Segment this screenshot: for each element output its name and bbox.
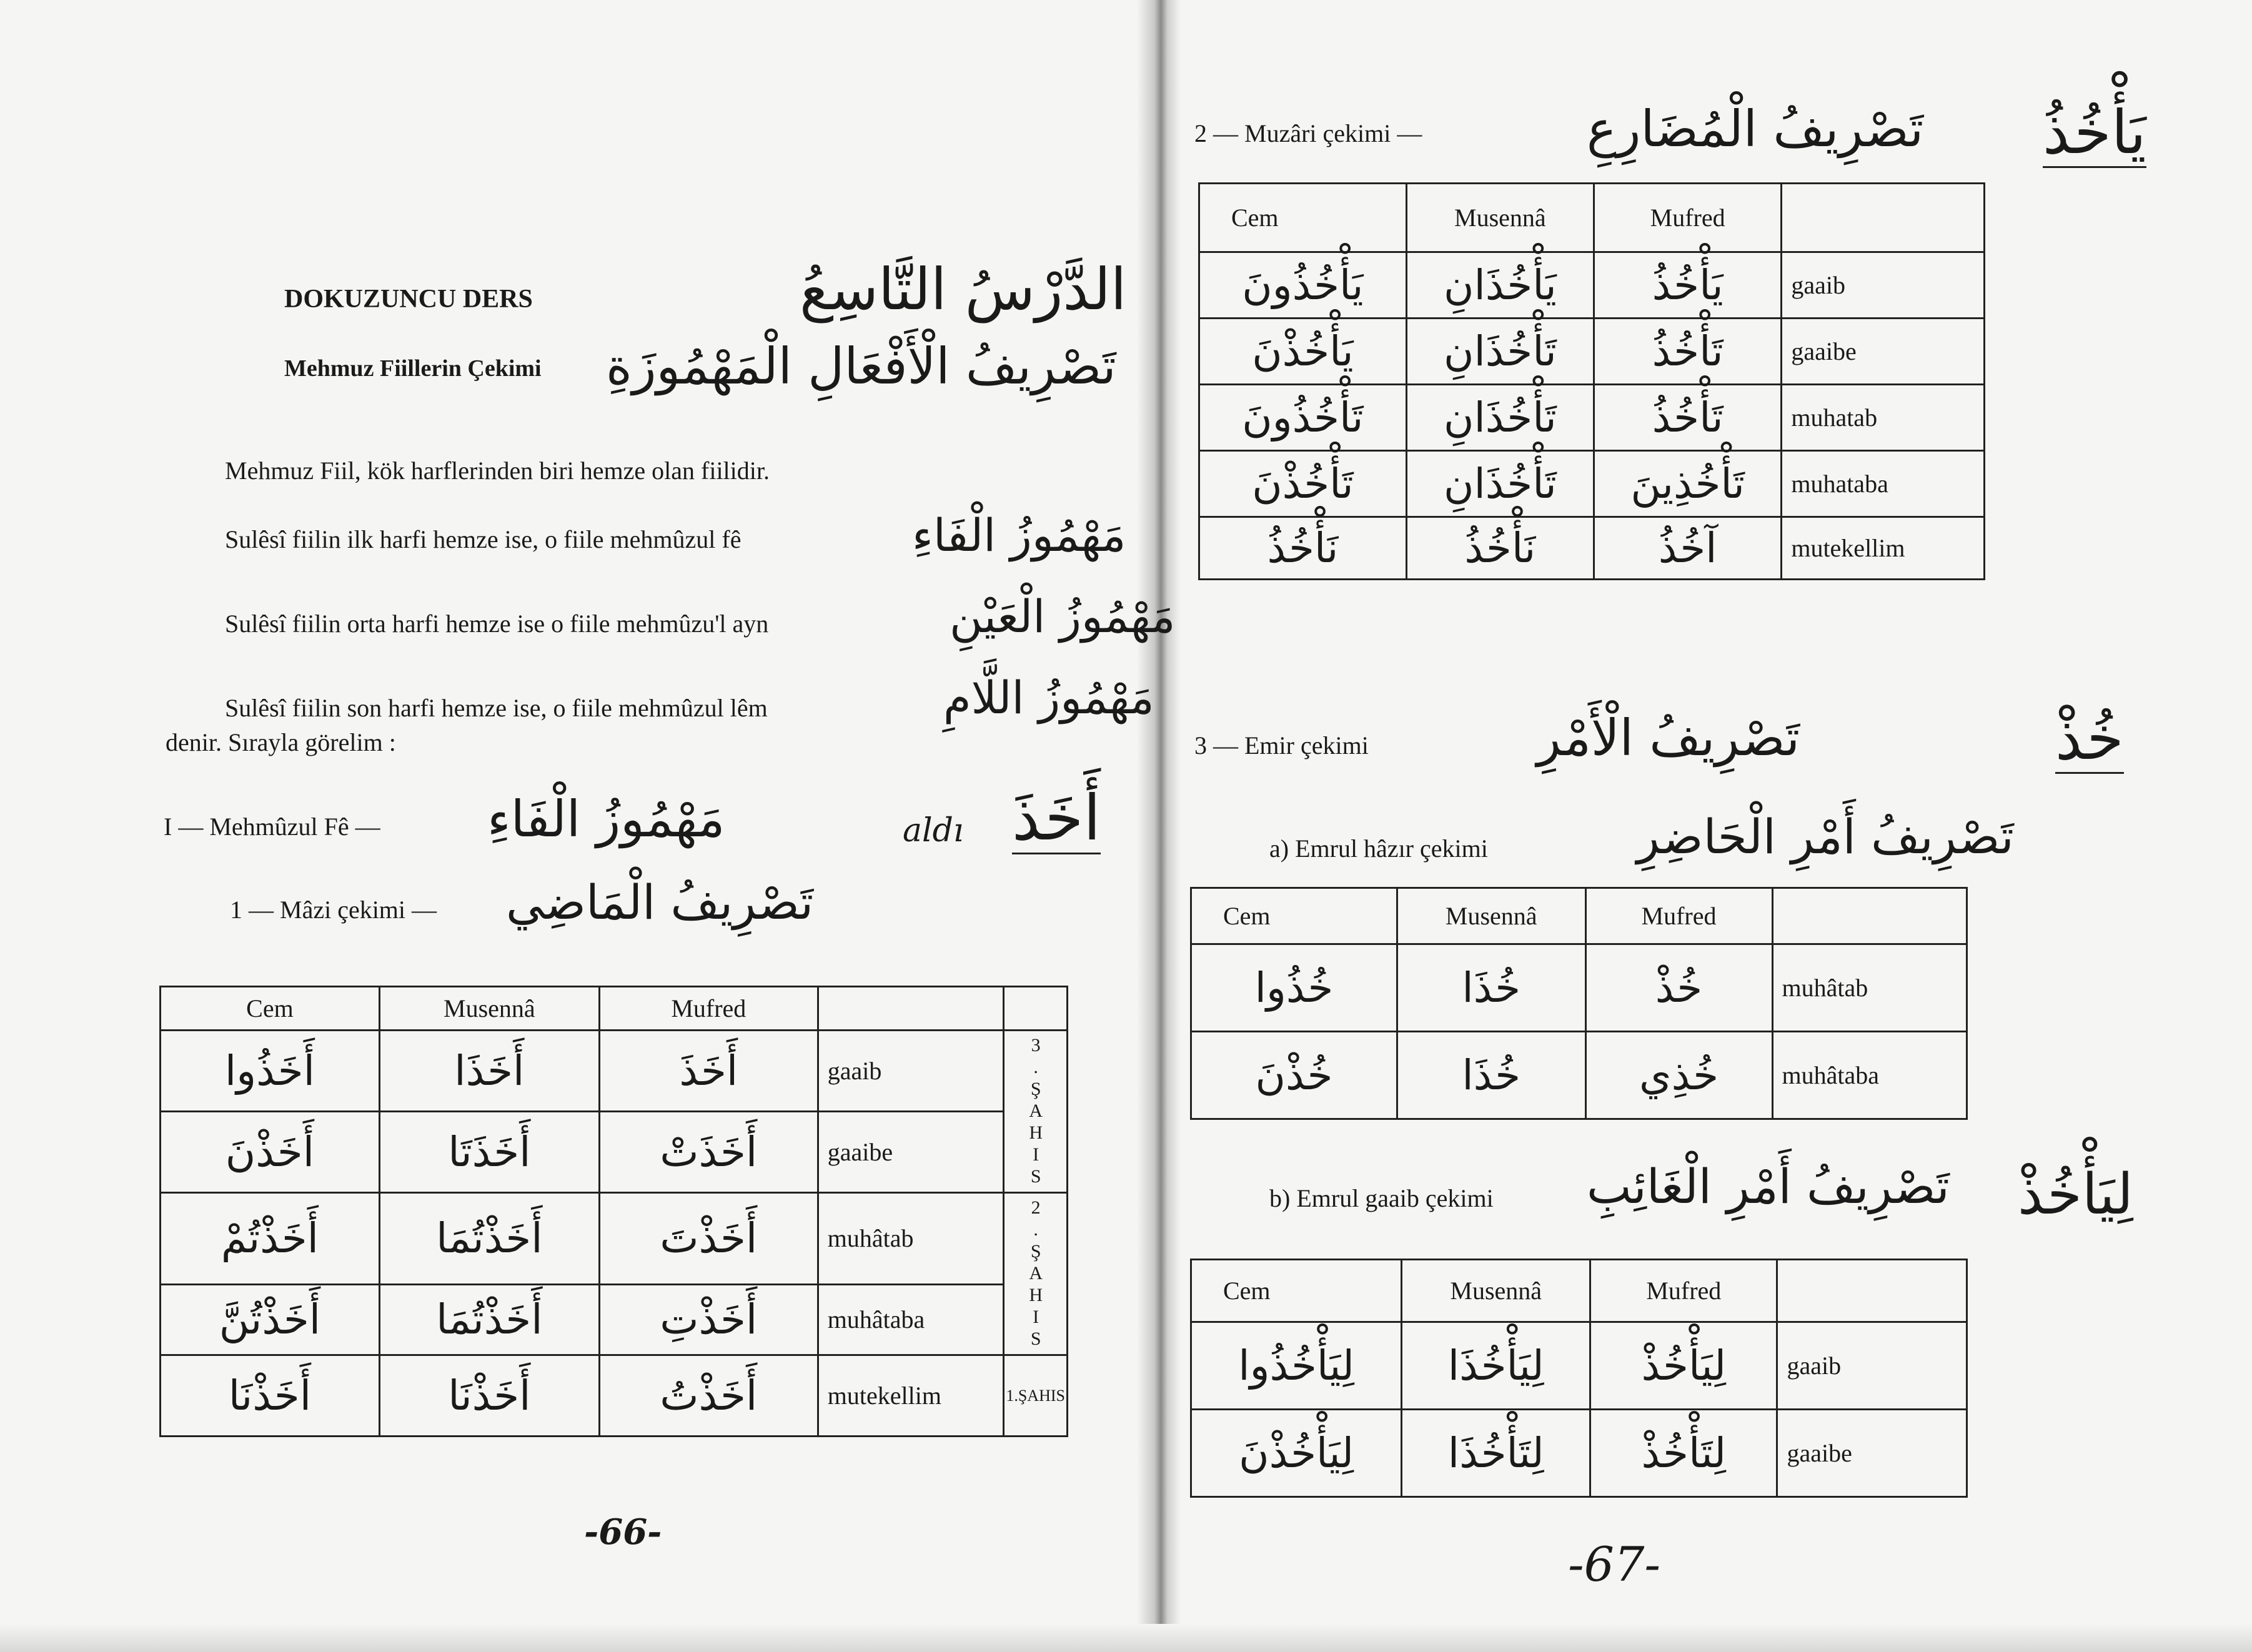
row-label: gaaibe — [1782, 319, 1985, 385]
lesson-subtitle-arabic: تَصْرِيفُ الْأَفْعَالِ الْمَهْمُوزَةِ — [606, 337, 1116, 395]
cell: خُذْنَ — [1191, 1032, 1397, 1119]
section-heading-arabic: مَهْمُوزُ الْفَاءِ — [487, 790, 725, 848]
row-label: muhâtaba — [1772, 1032, 1967, 1119]
row-label: muhâtab — [1772, 944, 1967, 1032]
cell: خُذَا — [1397, 1032, 1585, 1119]
header-musenna: Musennâ — [1397, 888, 1585, 944]
row-label: gaaibe — [818, 1112, 1004, 1193]
cell: أَخَذَا — [379, 1031, 599, 1112]
subsection-heading: 1 — Mâzi çekimi — — [230, 896, 437, 924]
row-label: gaaib — [1777, 1322, 1967, 1410]
cell: تَأْخُذُ — [1594, 319, 1781, 385]
header-mufred: Mufred — [1590, 1260, 1777, 1322]
section-verb-meaning: aldı — [903, 812, 964, 849]
rule-line-ayn: Sulêsî fiilin orta harfi hemze ise o fiile mehmûzu'l ayn — [225, 610, 769, 638]
rule-line-ayn-arabic: مَهْمُوزُ الْعَيْنِ — [950, 590, 1176, 643]
emir-gaib-verb-arabic: لِيَأْخُذْ — [2018, 1162, 2133, 1227]
header-empty — [818, 987, 1004, 1031]
cell: نَأْخُذُ — [1199, 517, 1407, 580]
rule-line-fa-arabic: مَهْمُوزُ الْفَاءِ — [912, 509, 1126, 561]
cell: خُذَا — [1397, 944, 1585, 1032]
row-label: muhatab — [1782, 385, 1985, 451]
cell: تَأْخُذُونَ — [1199, 385, 1407, 451]
cell: أَخَذْتُمَا — [379, 1284, 599, 1355]
header-mufred: Mufred — [1594, 184, 1781, 252]
cell: لِيَأْخُذَا — [1402, 1322, 1590, 1410]
emir-gaib-table — [1190, 1259, 1968, 1498]
page-bottom-edge — [0, 1624, 2252, 1652]
header-side — [1004, 987, 1068, 1031]
cell: أَخَذْتُمْ — [161, 1193, 380, 1285]
cell: تَأْخُذُ — [1594, 385, 1781, 451]
mazi-conjugation-table — [159, 986, 1068, 1437]
header-cem: Cem — [1191, 888, 1397, 944]
definition-line: Mehmuz Fiil, kök harflerinden biri hemze olan fiilidir. — [225, 457, 770, 485]
cell: آخُذُ — [1594, 517, 1781, 580]
header-cem: Cem — [1199, 184, 1407, 252]
cell: أَخَذْتُ — [599, 1355, 818, 1437]
cell: يَأْخُذَانِ — [1406, 252, 1594, 319]
header-mufred: Mufred — [599, 987, 818, 1031]
side-label-2: 2.ŞAHIS — [1004, 1193, 1068, 1355]
section-heading: I — Mehmûzul Fê — — [164, 813, 380, 841]
cell: أَخَذْتِ — [599, 1284, 818, 1355]
rule-line-end: denir. Sırayla görelim : — [166, 728, 396, 756]
emir-heading-arabic: تَصْرِيفُ الْأَمْرِ — [1537, 709, 1800, 767]
header-musenna: Musennâ — [1406, 184, 1594, 252]
cell: أَخَذُوا — [161, 1031, 380, 1112]
row-label: mutekellim — [818, 1355, 1004, 1437]
lesson-title-arabic: الدَّرْسُ التَّاسِعُ — [800, 256, 1127, 323]
row-label: mutekellim — [1782, 517, 1985, 580]
muzari-conjugation-table — [1198, 182, 1985, 580]
rule-line-lam: Sulêsî fiilin son harfi hemze ise, o fiile mehmûzul lêm — [225, 694, 768, 722]
cell: تَأْخُذْنَ — [1199, 451, 1407, 517]
book-spine — [1137, 0, 1181, 1652]
side-label-3: 3.ŞAHIS — [1004, 1031, 1068, 1193]
page-number-left: -66- — [584, 1511, 662, 1553]
cell: لِيَأْخُذْنَ — [1191, 1410, 1402, 1497]
header-musenna: Musennâ — [1402, 1260, 1590, 1322]
header-mufred: Mufred — [1585, 888, 1772, 944]
cell: تَأْخُذَانِ — [1406, 319, 1594, 385]
cell: خُذِي — [1585, 1032, 1772, 1119]
cell: يَأْخُذْنَ — [1199, 319, 1407, 385]
emir-hazir-heading-arabic: تَصْرِيفُ أَمْرِ الْحَاضِرِ — [1637, 809, 2014, 864]
row-label: muhataba — [1782, 451, 1985, 517]
row-label: muhâtaba — [818, 1284, 1004, 1355]
cell: تَأْخُذَانِ — [1406, 451, 1594, 517]
row-label: gaaibe — [1777, 1410, 1967, 1497]
cell: أَخَذْنَ — [161, 1112, 380, 1193]
header-empty — [1772, 888, 1967, 944]
rule-line-fa: Sulêsî fiilin ilk harfi hemze ise, o fiile mehmûzul fê — [225, 525, 742, 553]
cell: أَخَذَ — [599, 1031, 818, 1112]
row-label: gaaib — [1782, 252, 1985, 319]
cell: لِيَأْخُذُوا — [1191, 1322, 1402, 1410]
cell: يَأْخُذُ — [1594, 252, 1781, 319]
row-label: gaaib — [818, 1031, 1004, 1112]
lesson-title: DOKUZUNCU DERS — [284, 285, 533, 314]
muzari-heading: 2 — Muzâri çekimi — — [1194, 119, 1422, 147]
emir-heading: 3 — Emir çekimi — [1194, 731, 1369, 759]
section-verb-arabic: أَخَذَ — [1012, 781, 1101, 854]
cell: لِتَأْخُذَا — [1402, 1410, 1590, 1497]
cell: أَخَذْتُمَا — [379, 1193, 599, 1285]
cell: أَخَذْتُنَّ — [161, 1284, 380, 1355]
header-empty — [1777, 1260, 1967, 1322]
cell: يَأْخُذُونَ — [1199, 252, 1407, 319]
header-cem: Cem — [1191, 1260, 1402, 1322]
cell: خُذُوا — [1191, 944, 1397, 1032]
emir-hazir-heading: a) Emrul hâzır çekimi — [1269, 834, 1488, 863]
cell: أَخَذَتَا — [379, 1112, 599, 1193]
page-number-right: -67- — [1568, 1536, 1661, 1592]
subsection-heading-arabic: تَصْرِيفُ الْمَاضِي — [506, 874, 814, 930]
muzari-heading-arabic: تَصْرِيفُ الْمُضَارِعِ — [1587, 100, 1924, 158]
cell: تَأْخُذَانِ — [1406, 385, 1594, 451]
side-label-1: 1.ŞAHIS — [1004, 1355, 1068, 1437]
row-label: muhâtab — [818, 1193, 1004, 1285]
muzari-verb-arabic: يَأْخُذُ — [2043, 97, 2146, 167]
cell: لِيَأْخُذْ — [1590, 1322, 1777, 1410]
header-cem: Cem — [161, 987, 380, 1031]
cell: خُذْ — [1585, 944, 1772, 1032]
cell: أَخَذْنَا — [379, 1355, 599, 1437]
header-musenna: Musennâ — [379, 987, 599, 1031]
lesson-subtitle: Mehmuz Fiillerin Çekimi — [284, 355, 542, 382]
rule-line-lam-arabic: مَهْمُوزُ اللَّامِ — [943, 671, 1154, 724]
emir-verb-arabic: خُذْ — [2055, 703, 2124, 773]
emir-hazir-table — [1190, 887, 1968, 1120]
header-empty — [1782, 184, 1985, 252]
cell: أَخَذْتَ — [599, 1193, 818, 1285]
cell: لِتَأْخُذْ — [1590, 1410, 1777, 1497]
cell: نَأْخُذُ — [1406, 517, 1594, 580]
cell: تَأْخُذِينَ — [1594, 451, 1781, 517]
cell: أَخَذَتْ — [599, 1112, 818, 1193]
emir-gaib-heading: b) Emrul gaaib çekimi — [1269, 1184, 1494, 1212]
emir-gaib-heading-arabic: تَصْرِيفُ أَمْرِ الْغَائِبِ — [1587, 1159, 1950, 1214]
cell: أَخَذْنَا — [161, 1355, 380, 1437]
